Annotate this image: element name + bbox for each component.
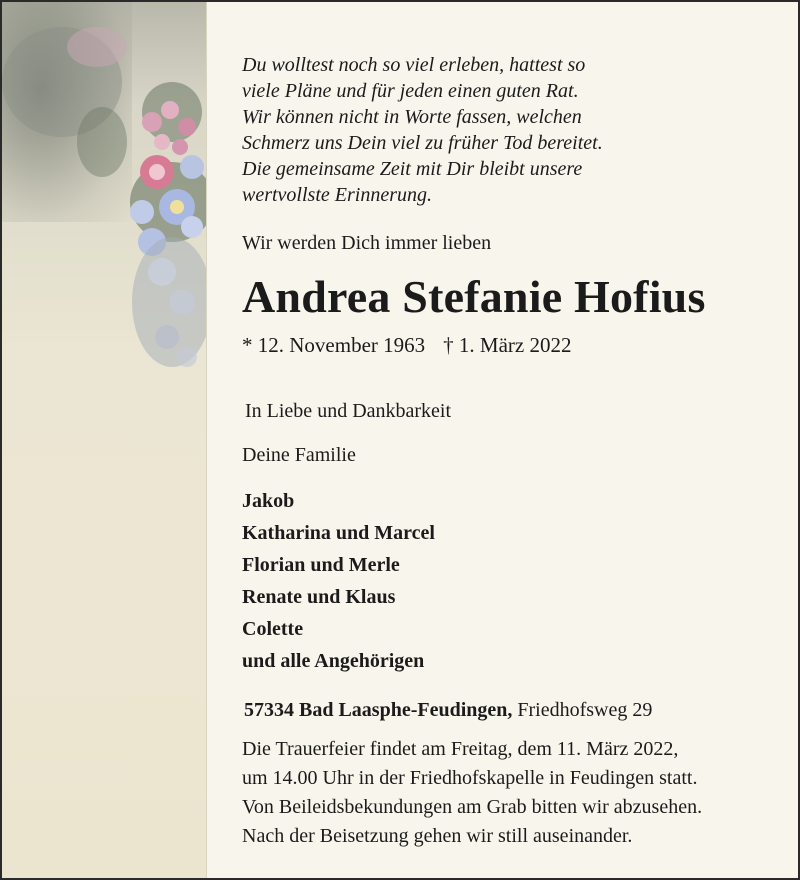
life-dates <box>242 333 589 358</box>
birth-date: * 12. November 1963 <box>242 333 426 357</box>
mourners-list <box>242 485 435 677</box>
poem-line: Du wolltest noch so viel erleben, hattest so <box>242 54 586 76</box>
funeral-notice <box>242 735 702 851</box>
notice-line: Nach der Beisetzung gehen wir still auseinander. <box>242 825 633 847</box>
mourner-name: Florian und Merle <box>242 554 400 576</box>
family-label: Deine Familie <box>242 444 356 466</box>
poem-verse <box>242 52 603 208</box>
poem-line: Die gemeinsame Zeit mit Dir bleibt unsere <box>242 158 583 180</box>
poem-line: Wir können nicht in Worte fassen, welchen <box>242 106 582 128</box>
panel-divider <box>206 2 207 878</box>
poem-line: Schmerz uns Dein viel zu früher Tod bereitet. <box>242 132 603 154</box>
flower-bouquet-image <box>2 2 206 422</box>
mourner-name: Katharina und Marcel <box>242 522 435 544</box>
death-date: † 1. März 2022 <box>443 333 572 357</box>
mourner-name: Jakob <box>242 490 295 512</box>
family-address <box>244 699 652 722</box>
address-street: Friedhofsweg 29 <box>517 699 653 721</box>
poem-line: viele Pläne und für jeden einen guten Rat. <box>242 80 579 102</box>
decorative-photo-panel <box>2 2 206 878</box>
notice-line: Von Beileidsbekundungen am Grab bitten wir abzusehen. <box>242 796 703 818</box>
mourner-name: Renate und Klaus <box>242 586 396 608</box>
notice-line: Die Trauerfeier findet am Freitag, dem 11. März 2022, <box>242 738 679 760</box>
poem-line: wertvollste Erinnerung. <box>242 184 432 206</box>
mourner-name: und alle Angehörigen <box>242 650 425 672</box>
thanks-line: In Liebe und Dankbarkeit <box>245 400 452 422</box>
address-town: 57334 Bad Laasphe-Feudingen, <box>244 699 513 721</box>
notice-line: um 14.00 Uhr in der Friedhofskapelle in Feudingen statt. <box>242 767 698 789</box>
deceased-name: Andrea Stefanie Hofius <box>242 271 706 322</box>
mourner-name: Colette <box>242 618 304 640</box>
lead-line: Wir werden Dich immer lieben <box>242 232 492 254</box>
